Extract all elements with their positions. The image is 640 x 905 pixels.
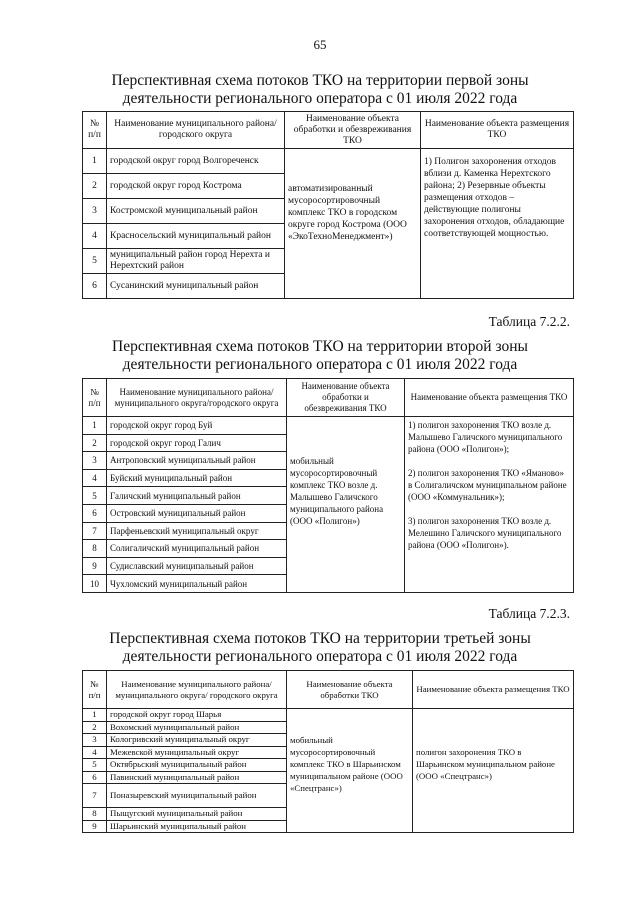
district-name: Солигаличский муниципальный район — [107, 540, 287, 558]
zone3-facility: мобильный мусоросортировочный комплекс ТКО в Шарьинском муниципальном районе (ООО «Спецтранс») — [287, 709, 413, 833]
row-number: 2 — [83, 434, 107, 452]
district-name: Антроповский муниципальный район — [107, 452, 287, 470]
row-number: 3 — [83, 199, 107, 224]
row-number: 8 — [83, 540, 107, 558]
zone3-title-line1: Перспективная схема потоков ТКО на территории третьей зоны — [109, 630, 531, 647]
row-number: 6 — [83, 504, 107, 522]
zone1-title — [60, 72, 580, 108]
header-district: Наименование муниципального района/ городского округа — [107, 112, 285, 149]
zone2-title-line1: Перспективная схема потоков ТКО на территории второй зоны — [112, 338, 528, 355]
zone3-table — [82, 670, 574, 833]
district-name: Павинский муниципальный район — [107, 771, 287, 784]
row-number: 7 — [83, 784, 107, 808]
district-name: Сусанинский муниципальный район — [107, 274, 285, 299]
district-name: Пыщугский муниципальный район — [107, 808, 287, 821]
district-name: Красносельский муниципальный район — [107, 224, 285, 249]
zone2-placement-3: 3) полигон захоронения ТКО возле д. Мелешино Галичского муниципального района (ООО «Полигон»). — [408, 516, 562, 550]
district-name: Поназыревский муниципальный район — [107, 784, 287, 808]
zone3-title — [60, 630, 580, 666]
row-number: 7 — [83, 522, 107, 540]
table-row — [83, 709, 574, 722]
zone3-placement: полигон захоронения ТКО в Шарьинском муниципальном районе (ООО «Спецтранс») — [413, 709, 574, 833]
row-number: 6 — [83, 771, 107, 784]
district-name: Костромской муниципальный район — [107, 199, 285, 224]
district-name: муниципальный район город Нерехта и Нерехтский район — [107, 249, 285, 274]
row-number: 9 — [83, 557, 107, 575]
zone1-title-line2: деятельности регионального оператора с 01 июля 2022 года — [122, 90, 518, 107]
zone1-facility: автоматизированный мусоросортировочный комплекс ТКО в городском округе город Кострома (ООО «ЭкоТехноМенеджмент») — [285, 149, 421, 299]
district-name: Галичский муниципальный район — [107, 487, 287, 505]
row-number: 3 — [83, 452, 107, 470]
district-name: Шарьинский муниципальный район — [107, 820, 287, 833]
row-number: 10 — [83, 575, 107, 593]
district-name: городской округ город Шарья — [107, 709, 287, 722]
header-placement: Наименование объекта размещения ТКО — [413, 671, 574, 709]
zone2-placement — [405, 417, 574, 593]
row-number: 1 — [83, 417, 107, 435]
zone2-table — [82, 378, 574, 593]
row-number: 4 — [83, 224, 107, 249]
zone2-title-line2: деятельности регионального оператора с 01 июля 2022 года — [122, 356, 518, 373]
header-num: № п/п — [83, 379, 107, 417]
row-number: 4 — [83, 746, 107, 759]
zone2-table-label: Таблица 7.2.2. — [488, 314, 570, 329]
district-name: городской округ город Кострома — [107, 174, 285, 199]
header-facility: Наименование объекта обработки и обезвреживания ТКО — [287, 379, 405, 417]
header-district: Наименование муниципального района/ муниципального округа/городского округа — [107, 379, 287, 417]
row-number: 8 — [83, 808, 107, 821]
row-number: 5 — [83, 249, 107, 274]
row-number: 2 — [83, 174, 107, 199]
district-name: Вохомский муниципальный район — [107, 721, 287, 734]
header-facility: Наименование объекта обработки ТКО — [287, 671, 413, 709]
row-number: 6 — [83, 274, 107, 299]
district-name: Островский муниципальный район — [107, 504, 287, 522]
row-number: 3 — [83, 734, 107, 747]
zone1-table — [82, 111, 574, 299]
district-name: городской округ город Волгореченск — [107, 149, 285, 174]
header-district: Наименование муниципального района/муниципального округа/ городского округа — [107, 671, 287, 709]
header-num: № п/п — [83, 112, 107, 149]
row-number: 1 — [83, 709, 107, 722]
district-name: Межевской муниципальный округ — [107, 746, 287, 759]
page-number: 65 — [313, 37, 327, 52]
table-row — [83, 417, 574, 435]
zone3-title-line2: деятельности регионального оператора с 01 июля 2022 года — [122, 648, 518, 665]
district-name: Парфеньевский муниципальный округ — [107, 522, 287, 540]
zone2-placement-1: 1) полигон захоронения ТКО возле д. Малышево Галичского муниципального района (ООО «Полигон»); — [408, 420, 563, 454]
zone2-title — [60, 338, 580, 374]
row-number: 2 — [83, 721, 107, 734]
district-name: Октябрьский муниципальный район — [107, 759, 287, 772]
header-num: № п/п — [83, 671, 107, 709]
zone3-header-row — [83, 671, 574, 709]
zone2-header-row — [83, 379, 574, 417]
zone2-facility: мобильный мусоросортировочный комплекс ТКО возле д. Малышево Галичского муниципального района (ООО «Полигон») — [287, 417, 405, 593]
district-name: Судиславский муниципальный район — [107, 557, 287, 575]
row-number: 5 — [83, 759, 107, 772]
row-number: 4 — [83, 469, 107, 487]
district-name: Чухломский муниципальный район — [107, 575, 287, 593]
zone3-table-label: Таблица 7.2.3. — [488, 606, 570, 621]
table-row — [83, 149, 574, 174]
row-number: 9 — [83, 820, 107, 833]
district-name: Буйский муниципальный район — [107, 469, 287, 487]
district-name: Кологривский муниципальный округ — [107, 734, 287, 747]
zone2-placement-2: 2) полигон захоронения ТКО «Яманово» в Солигаличском муниципальном районе (ООО «Коммунальник»); — [408, 468, 567, 502]
zone1-placement: 1) Полигон захоронения отходов вблизи д. Каменка Нерехтского района; 2) Резервные объекты размещения отходов – действующие полигоны захоронения отходов, обладающие соответствующей мощностью. — [421, 149, 574, 299]
header-placement: Наименование объекта размещения ТКО — [421, 112, 574, 149]
zone1-header-row — [83, 112, 574, 149]
zone1-title-line1: Перспективная схема потоков ТКО на территории первой зоны — [111, 72, 529, 89]
district-name: городской округ город Буй — [107, 417, 287, 435]
header-placement: Наименование объекта размещения ТКО — [405, 379, 574, 417]
row-number: 5 — [83, 487, 107, 505]
row-number: 1 — [83, 149, 107, 174]
header-facility: Наименование объекта обработки и обезвреживания ТКО — [285, 112, 421, 149]
district-name: городской округ город Галич — [107, 434, 287, 452]
